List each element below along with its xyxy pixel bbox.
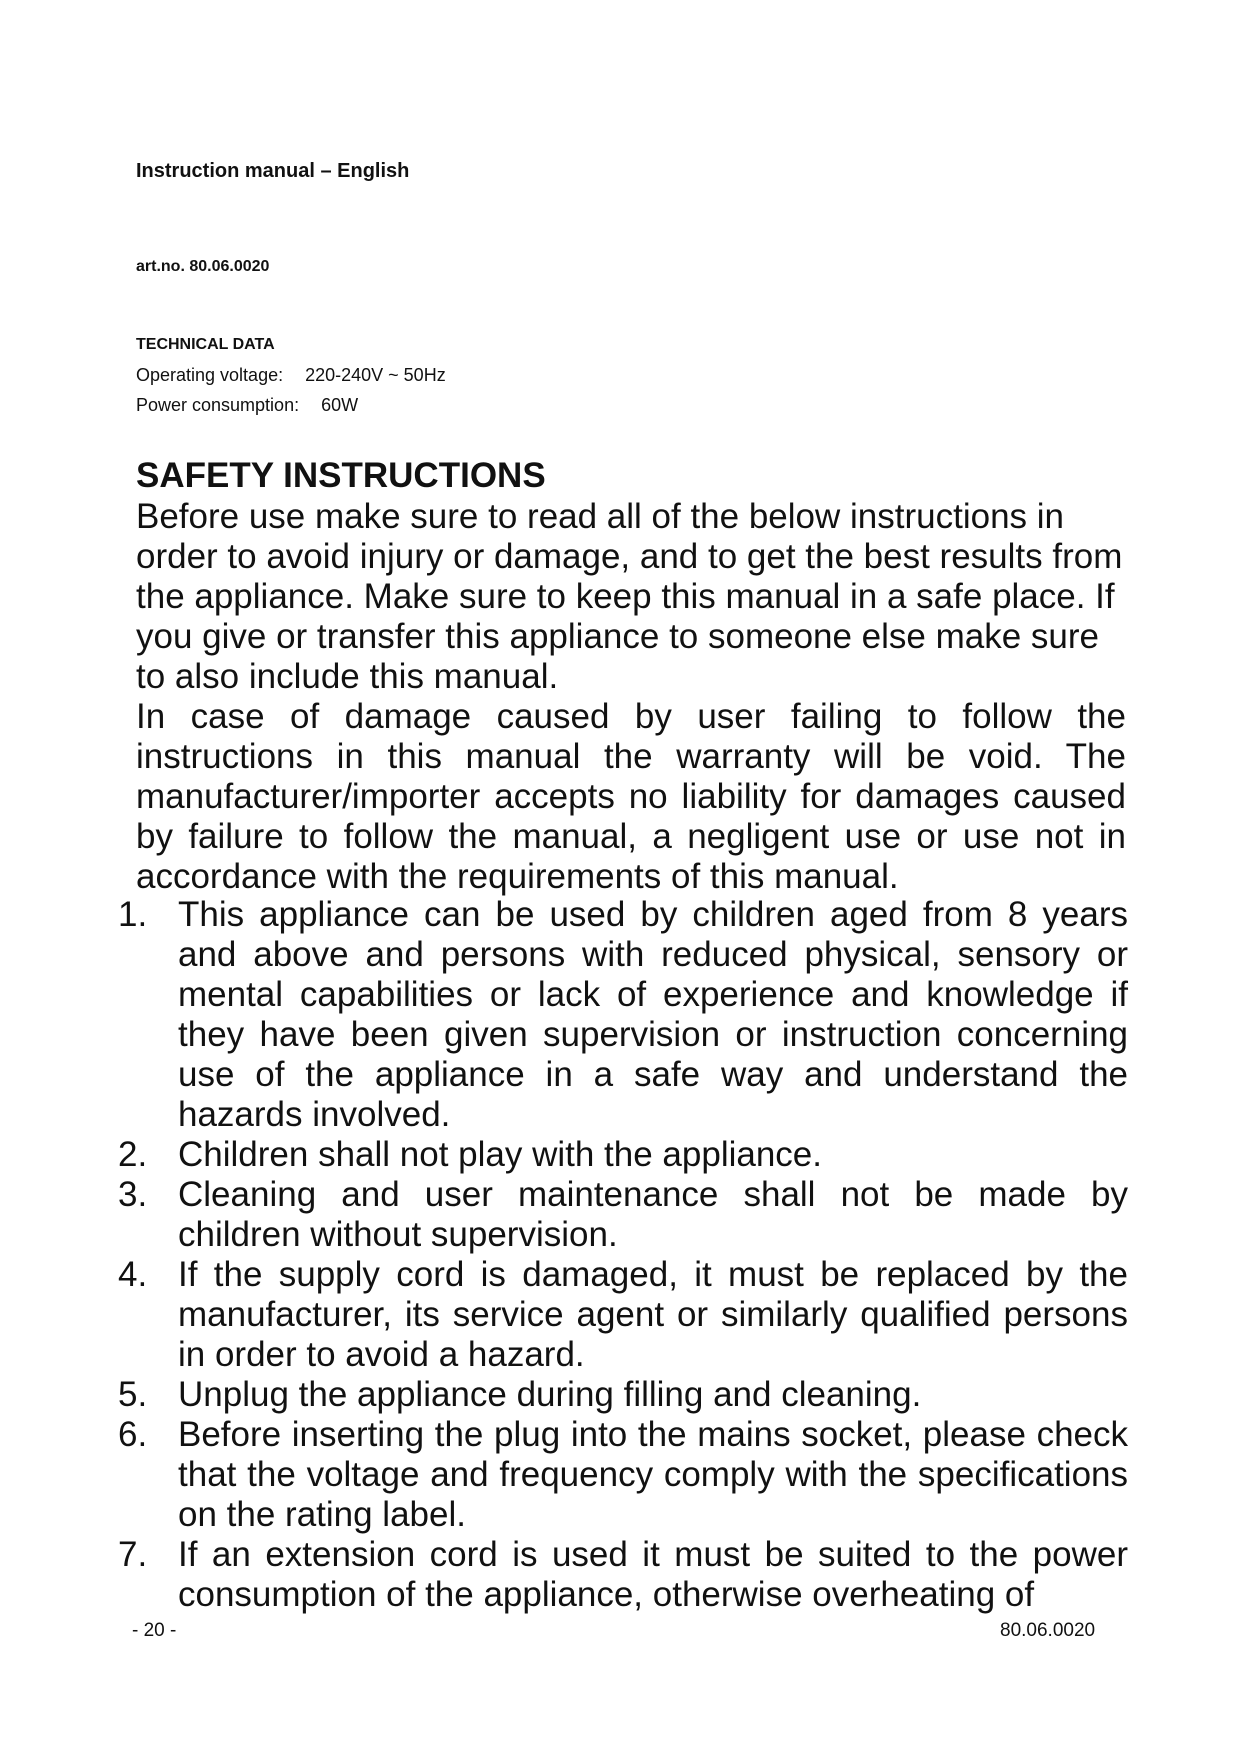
list-item-text: Before inserting the plug into the mains socket, please check that the voltage and frequency comply with the specifications on the rating label.: [178, 1415, 1128, 1534]
list-item-number: 3.: [118, 1175, 148, 1214]
list-item-number: 5.: [118, 1375, 148, 1414]
tech-value: 60W: [321, 395, 359, 415]
safety-heading: SAFETY INSTRUCTIONS: [136, 456, 546, 495]
tech-label: Operating voltage:: [136, 365, 284, 385]
footer-article-code: 80.06.0020: [1000, 1620, 1096, 1641]
list-item: [118, 1415, 1128, 1535]
list-item: [118, 1175, 1128, 1255]
list-item-number: 4.: [118, 1255, 148, 1294]
list-item-text: Unplug the appliance during filling and cleaning.: [178, 1375, 922, 1414]
list-item-text: This appliance can be used by children aged from 8 years and above and persons with reduced physical, sensory or mental capabilities or lack of experience and knowledge if they have been given supervision or instruction concerning use of the appliance in a safe way and understand the hazards involved.: [178, 895, 1128, 1134]
list-item: [118, 1255, 1128, 1375]
list-item-number: 7.: [118, 1535, 148, 1574]
list-item-number: 2.: [118, 1135, 148, 1174]
technical-data-section: [136, 330, 736, 420]
manual-title: Instruction manual – English: [136, 160, 410, 182]
safety-instructions-list: [118, 895, 1128, 1615]
list-item-text: Children shall not play with the appliance.: [178, 1135, 822, 1174]
warranty-paragraph: In case of damage caused by user failing to follow the instructions in this manual the warranty will be void. The manufacturer/importer accepts no liability for damages caused by failure to follow the manual, a negligent use or use not in accordance with the requirements of this manual.: [136, 697, 1126, 896]
list-item-text: Cleaning and user maintenance shall not be made by children without supervision.: [178, 1175, 1128, 1254]
safety-section: [136, 455, 1126, 897]
list-item: [118, 1375, 1128, 1415]
page-number: - 20 -: [132, 1620, 177, 1641]
tech-label: Power consumption:: [136, 395, 300, 415]
list-item: [118, 1135, 1128, 1175]
list-item-number: 1.: [118, 895, 148, 934]
tech-row-power: [136, 390, 736, 420]
article-number: art.no. 80.06.0020: [136, 258, 270, 275]
technical-data-heading: TECHNICAL DATA: [136, 336, 275, 353]
tech-value: 220-240V ~ 50Hz: [305, 365, 446, 385]
list-item: [118, 895, 1128, 1135]
safety-intro-paragraph: Before use make sure to read all of the below instructions in order to avoid injury or damage, and to get the best results from the appliance. Make sure to keep this manual in a safe place. If you give or transfer this appliance to someone else make sure to also include this manual.: [136, 497, 1123, 696]
list-item-text: If an extension cord is used it must be suited to the power consumption of the appliance, otherwise overheating of: [178, 1535, 1128, 1614]
list-item-number: 6.: [118, 1415, 148, 1454]
tech-row-voltage: [136, 360, 736, 390]
list-item-text: If the supply cord is damaged, it must be replaced by the manufacturer, its service agent or similarly qualified persons in order to avoid a hazard.: [178, 1255, 1128, 1374]
list-item: [118, 1535, 1128, 1615]
